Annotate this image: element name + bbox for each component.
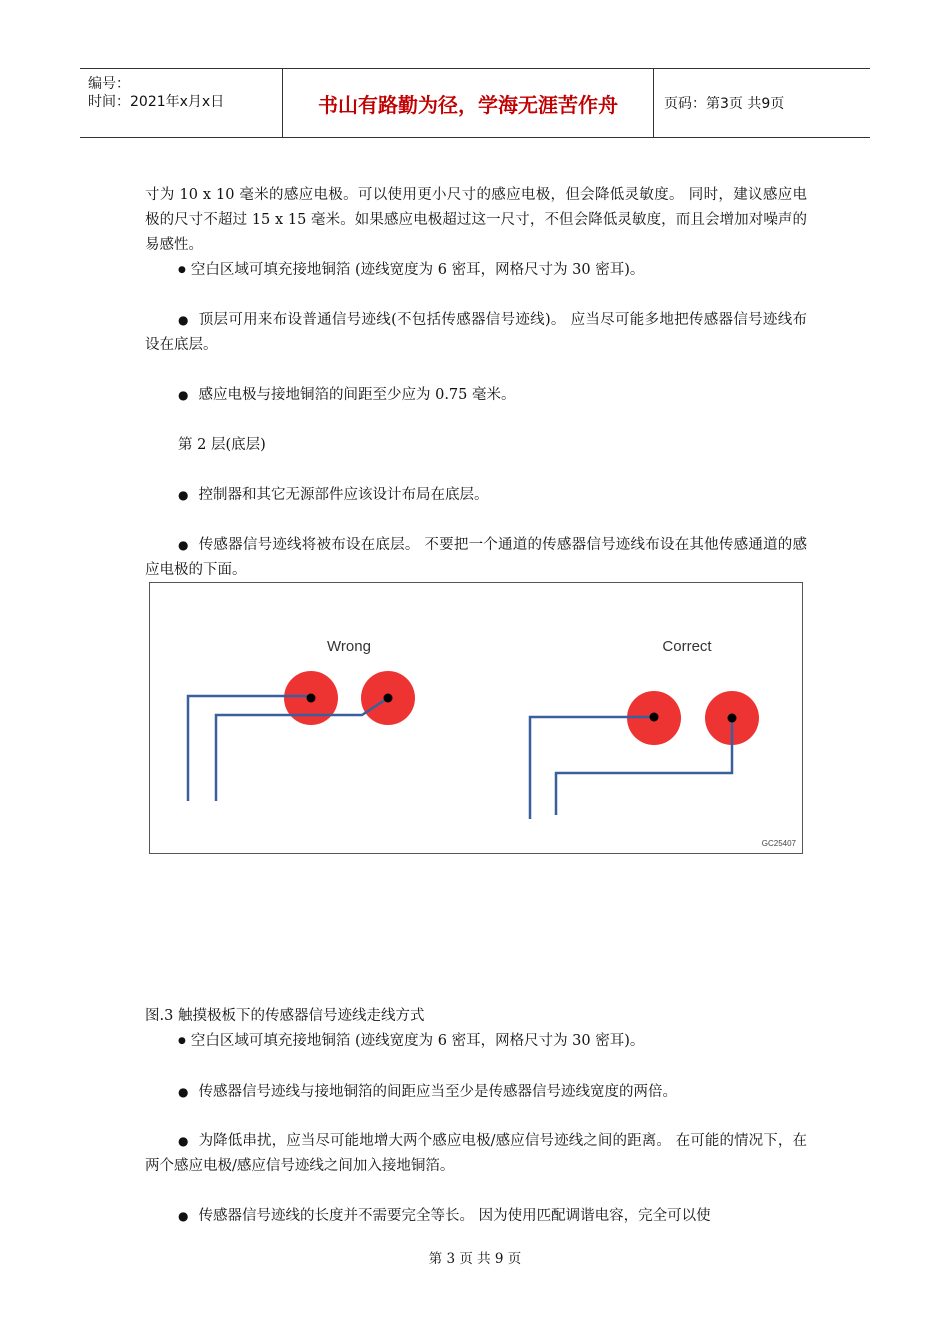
- bullet-electrode-spacing: ● 感应电极与接地铜箔的间距至少应为 0.75 毫米。: [145, 383, 807, 408]
- bullet-sensor-traces: ● 传感器信号迹线将被布设在底层。 不要把一个通道的传感器信号迹线布设在其他传感通道的感应电极的下面。: [145, 533, 807, 583]
- page-footer: 第 3 页 共 9 页: [428, 1251, 522, 1267]
- correct-via-2: [728, 714, 737, 723]
- header-info-cell: [80, 69, 283, 137]
- header-motto: 书山有路勤为径，学海无涯苦作舟: [283, 69, 654, 137]
- layer-2-heading: 第 2 层(底层): [178, 437, 266, 453]
- wrong-via-1: [307, 694, 316, 703]
- header-page-label: 页码：第3页 共9页: [664, 96, 785, 112]
- correct-label: Correct: [662, 638, 712, 655]
- paragraph-electrode-size: 寸为 10 x 10 毫米的感应电极。可以使用更小尺寸的感应电极，但会降低灵敏度。 同时，建议感应电极的尺寸不超过 15 x 15 毫米。如果感应电极超过这一尺寸，不但会降低灵敏度，而且会增加对噪声的易感性。: [145, 187, 807, 253]
- bullet-top-layer: ● 顶层可用来布设普通信号迹线(不包括传感器信号迹线)。 应当尽可能多地把传感器信号迹线布设在底层。: [145, 308, 807, 358]
- trace-routing-figure: [149, 582, 803, 854]
- bullet-ground-fill-2: ● 空白区域可填充接地铜箔 (迹线宽度为 6 密耳，网格尺寸为 30 密耳)。: [145, 1029, 807, 1054]
- bullet-trace-spacing: ● 传感器信号迹线与接地铜箔的间距应当至少是传感器信号迹线宽度的两倍。: [145, 1080, 807, 1105]
- bullet-ground-fill-1: ● 空白区域可填充接地铜箔 (迹线宽度为 6 密耳，网格尺寸为 30 密耳)。: [145, 258, 807, 283]
- correct-via-1: [650, 713, 659, 722]
- number-label: 编号：: [88, 76, 130, 92]
- page-header: [80, 68, 870, 138]
- figure-code: GC25407: [761, 839, 796, 848]
- bullet-crosstalk: ● 为降低串扰，应当尽可能地增大两个感应电极/感应信号迹线之间的距离。 在可能的情况下，在两个感应电极/感应信号迹线之间加入接地铜箔。: [145, 1129, 807, 1179]
- wrong-label: Wrong: [327, 638, 371, 655]
- bullet-trace-length: ● 传感器信号迹线的长度并不需要完全等长。 因为使用匹配调谐电容，完全可以使: [145, 1204, 807, 1229]
- time-label: 时间：2021年x月x日: [88, 94, 225, 110]
- wrong-via-2: [384, 694, 393, 703]
- bullet-controller: ● 控制器和其它无源部件应该设计布局在底层。: [145, 483, 807, 508]
- figure-caption: 图.3 触摸极板下的传感器信号迹线走线方式: [145, 1008, 425, 1024]
